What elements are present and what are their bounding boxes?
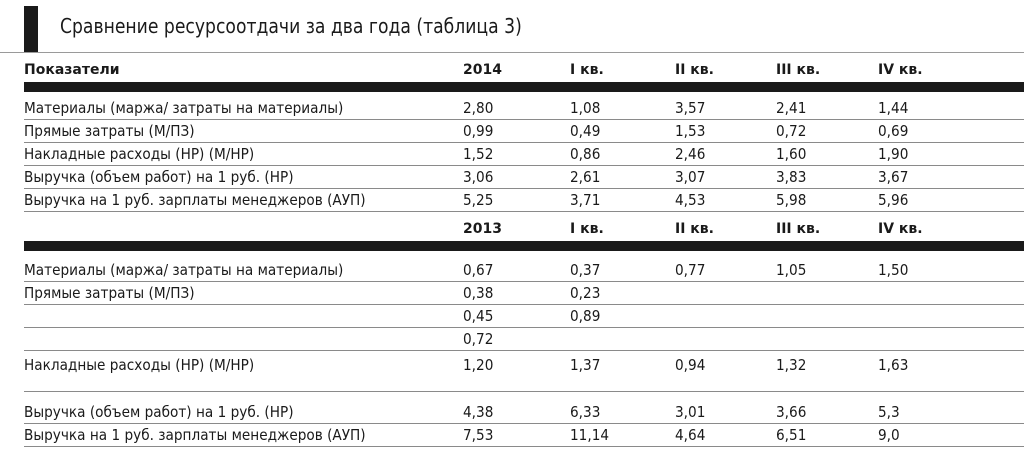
cell-value: 0,89 [570, 307, 601, 325]
table-row [24, 351, 1024, 392]
row-label: Выручка на 1 руб. зарплаты менеджеров (АУП) [24, 191, 366, 209]
table-title: Сравнение ресурсоотдачи за два года (таблица 3) [60, 14, 522, 38]
cell-value: 1,50 [878, 261, 909, 279]
row-label: Накладные расходы (НР) (М/НР) [24, 356, 255, 374]
cell-value: 6,51 [776, 426, 807, 444]
header-year-2014: 2014 [463, 62, 502, 78]
cell-value: 3,06 [463, 168, 494, 186]
cell-value: 1,37 [570, 356, 601, 374]
cell-value: 1,20 [463, 356, 494, 374]
section-rule-2014 [24, 82, 1024, 92]
table-row [24, 401, 1024, 424]
header-q4: IV кв. [878, 221, 923, 237]
table-row [24, 305, 1024, 328]
table-row [24, 424, 1024, 447]
cell-value: 2,41 [776, 99, 807, 117]
cell-value: 11,14 [570, 426, 610, 444]
header-q2: II кв. [675, 221, 714, 237]
cell-value: 5,96 [878, 191, 909, 209]
header-q1: I кв. [570, 221, 604, 237]
header-q4: IV кв. [878, 62, 923, 78]
cell-value: 0,94 [675, 356, 706, 374]
header-year-2013: 2013 [463, 221, 502, 237]
cell-value: 1,08 [570, 99, 601, 117]
row-label: Накладные расходы (НР) (М/НР) [24, 145, 255, 163]
cell-value: 1,52 [463, 145, 494, 163]
table-row [24, 120, 1024, 143]
cell-value: 1,60 [776, 145, 807, 163]
table-row [24, 166, 1024, 189]
cell-value: 3,71 [570, 191, 601, 209]
cell-value: 3,07 [675, 168, 706, 186]
section-rule-2013 [24, 241, 1024, 251]
cell-value: 4,64 [675, 426, 706, 444]
cell-value: 0,37 [570, 261, 601, 279]
cell-value: 0,99 [463, 122, 494, 140]
header-q1: I кв. [570, 62, 604, 78]
title-accent-bar [24, 6, 38, 52]
cell-value: 2,46 [675, 145, 706, 163]
header-q2: II кв. [675, 62, 714, 78]
row-label: Выручка на 1 руб. зарплаты менеджеров (АУП) [24, 426, 366, 444]
row-label: Прямые затраты (М/ПЗ) [24, 122, 195, 140]
table-row [24, 282, 1024, 305]
row-label: Материалы (маржа/ затраты на материалы) [24, 99, 344, 117]
cell-value: 0,69 [878, 122, 909, 140]
cell-value: 0,49 [570, 122, 601, 140]
cell-value: 0,86 [570, 145, 601, 163]
table-row [24, 328, 1024, 351]
cell-value: 0,67 [463, 261, 494, 279]
cell-value: 7,53 [463, 426, 494, 444]
cell-value: 1,63 [878, 356, 909, 374]
cell-value: 2,61 [570, 168, 601, 186]
cell-value: 1,32 [776, 356, 807, 374]
row-label: Выручка (объем работ) на 1 руб. (НР) [24, 403, 294, 421]
header-q3: III кв. [776, 62, 821, 78]
table-row [24, 143, 1024, 166]
cell-value: 3,67 [878, 168, 909, 186]
cell-value: 0,72 [463, 330, 494, 348]
cell-value: 0,23 [570, 284, 601, 302]
cell-value: 5,3 [878, 403, 900, 421]
cell-value: 4,38 [463, 403, 494, 421]
cell-value: 0,72 [776, 122, 807, 140]
cell-value: 1,44 [878, 99, 909, 117]
cell-value: 3,57 [675, 99, 706, 117]
cell-value: 2,80 [463, 99, 494, 117]
header-indicators: Показатели [24, 62, 120, 78]
table-row [24, 189, 1024, 212]
cell-value: 5,25 [463, 191, 494, 209]
row-label: Прямые затраты (М/ПЗ) [24, 284, 195, 302]
row-label: Материалы (маржа/ затраты на материалы) [24, 261, 344, 279]
cell-value: 1,53 [675, 122, 706, 140]
cell-value: 0,45 [463, 307, 494, 325]
cell-value: 5,98 [776, 191, 807, 209]
cell-value: 3,01 [675, 403, 706, 421]
cell-value: 4,53 [675, 191, 706, 209]
cell-value: 9,0 [878, 426, 900, 444]
cell-value: 6,33 [570, 403, 601, 421]
cell-value: 0,38 [463, 284, 494, 302]
row-label: Выручка (объем работ) на 1 руб. (НР) [24, 168, 294, 186]
cell-value: 1,05 [776, 261, 807, 279]
cell-value: 1,90 [878, 145, 909, 163]
cell-value: 3,66 [776, 403, 807, 421]
cell-value: 3,83 [776, 168, 807, 186]
table-row [24, 259, 1024, 282]
table-row [24, 97, 1024, 120]
title-divider [0, 52, 1024, 53]
cell-value: 0,77 [675, 261, 706, 279]
header-q3: III кв. [776, 221, 821, 237]
